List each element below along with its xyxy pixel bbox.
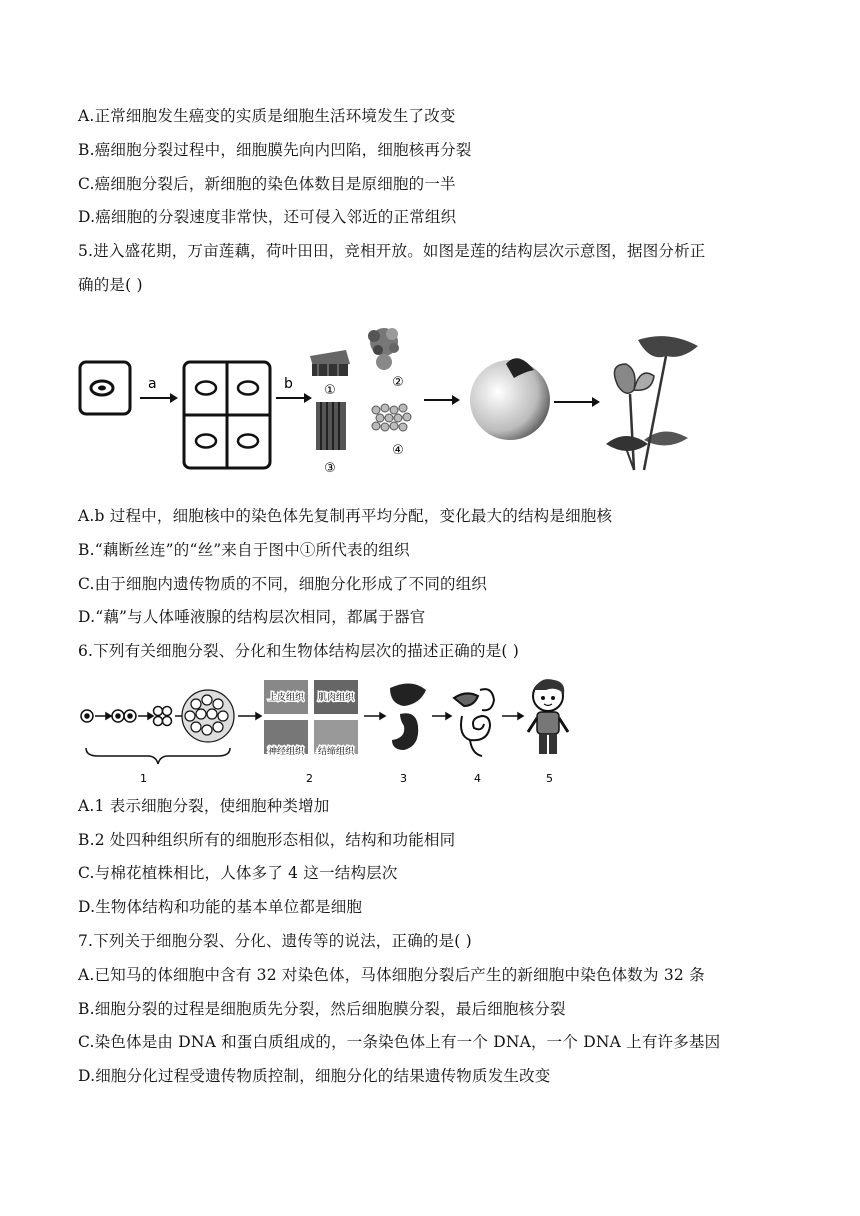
q5-option-a: A.b 过程中，细胞核中的染色体先复制再平均分配，变化最大的结构是细胞核 <box>78 507 613 525</box>
tissue-1-label: ① <box>324 383 336 398</box>
q5-stem-line2: 确的是( ) <box>78 276 143 294</box>
q7-option-b: B.细胞分裂的过程是细胞质先分裂，然后细胞膜分裂，最后细胞核分裂 <box>78 1000 566 1018</box>
single-cell-icon <box>80 362 130 414</box>
tissue-epithelial-label: 上皮组织 <box>267 693 305 703</box>
stage-3-number: 3 <box>400 772 407 785</box>
organ-icon <box>390 683 426 750</box>
q6-option-d: D.生物体结构和功能的基本单位都是细胞 <box>78 898 363 916</box>
meristem-tissue-icon <box>372 404 411 431</box>
cell-cluster-icon <box>182 690 234 742</box>
q5-option-b: B.“藕断丝连”的“丝”来自于图中①所代表的组织 <box>78 541 410 559</box>
tissue-2-label: ② <box>392 375 404 390</box>
human-structure-figure <box>78 676 598 786</box>
protective-tissue-icon <box>310 350 350 376</box>
stage-2-number: 2 <box>306 772 313 785</box>
q6-stem: 6.下列有关细胞分裂、分化和生物体结构层次的描述正确的是( ) <box>78 642 520 660</box>
arrow-a-label: a <box>148 376 157 392</box>
q4-option-a: A.正常细胞发生癌变的实质是细胞生活环境发生了改变 <box>78 107 456 125</box>
tissue-4-label: ④ <box>392 443 404 458</box>
q7-option-c: C.染色体是由 DNA 和蛋白质组成的，一条染色体上有一个 DNA，一个 DNA 上有许多基因 <box>78 1033 721 1051</box>
tissue-3-label: ③ <box>324 461 336 476</box>
arrow-a-icon <box>140 393 178 403</box>
q5-option-c: C.由于细胞内遗传物质的不同，细胞分化形成了不同的组织 <box>78 575 488 593</box>
q6-option-b: B.2 处四种组织所有的细胞形态相似，结构和功能相同 <box>78 831 456 849</box>
arrow-b-label: b <box>284 376 293 392</box>
q4-option-b: B.癌细胞分裂过程中，细胞膜先向内凹陷，细胞核再分裂 <box>78 141 472 159</box>
q7-option-a: A.已知马的体细胞中含有 32 对染色体，马体细胞分裂后产生的新细胞中染色体数为 32 条 <box>78 966 705 984</box>
q6-option-a: A.1 表示细胞分裂，使细胞种类增加 <box>78 797 330 815</box>
lotus-structure-figure <box>78 320 718 480</box>
lotus-seed-organ-icon <box>470 358 550 440</box>
q4-option-d: D.癌细胞的分裂速度非常快，还可侵入邻近的正常组织 <box>78 208 457 226</box>
digestive-system-icon <box>454 689 494 756</box>
stage-5-number: 5 <box>546 772 553 785</box>
cell-division-icon <box>81 707 191 726</box>
lotus-plant-icon <box>606 336 698 470</box>
parenchyma-tissue-icon <box>368 328 399 370</box>
brace-icon <box>86 748 230 764</box>
human-child-icon <box>528 679 568 754</box>
q7-option-d: D.细胞分化过程受遗传物质控制，细胞分化的结果遗传物质发生改变 <box>78 1067 551 1085</box>
q6-option-c: C.与棉花植株相比，人体多了 4 这一结构层次 <box>78 864 398 882</box>
tissue-nerve-label: 神经组织 <box>267 747 305 757</box>
conducting-tissue-icon <box>316 402 346 450</box>
stage-1-number: 1 <box>140 772 147 785</box>
q7-stem: 7.下列关于细胞分裂、分化、遗传等的说法，正确的是( ) <box>78 932 472 950</box>
arrow-to-plant-icon <box>554 397 600 407</box>
q4-option-c: C.癌细胞分裂后，新细胞的染色体数目是原细胞的一半 <box>78 175 456 193</box>
four-cells-icon <box>184 362 270 468</box>
arrow-to-organ-icon <box>424 395 460 405</box>
q5-stem-line1: 5.进入盛花期，万亩莲藕，荷叶田田，竞相开放。如图是莲的结构层次示意图，据图分析正 <box>78 242 706 260</box>
tissue-connective-label: 结缔组织 <box>317 747 355 757</box>
arrow-b-icon <box>276 393 312 403</box>
tissues-grid-icon <box>264 680 358 754</box>
tissue-muscle-label: 肌肉组织 <box>317 693 355 703</box>
stage-4-number: 4 <box>474 772 481 785</box>
q5-option-d: D.“藕”与人体唾液腺的结构层次相同，都属于器官 <box>78 608 426 626</box>
